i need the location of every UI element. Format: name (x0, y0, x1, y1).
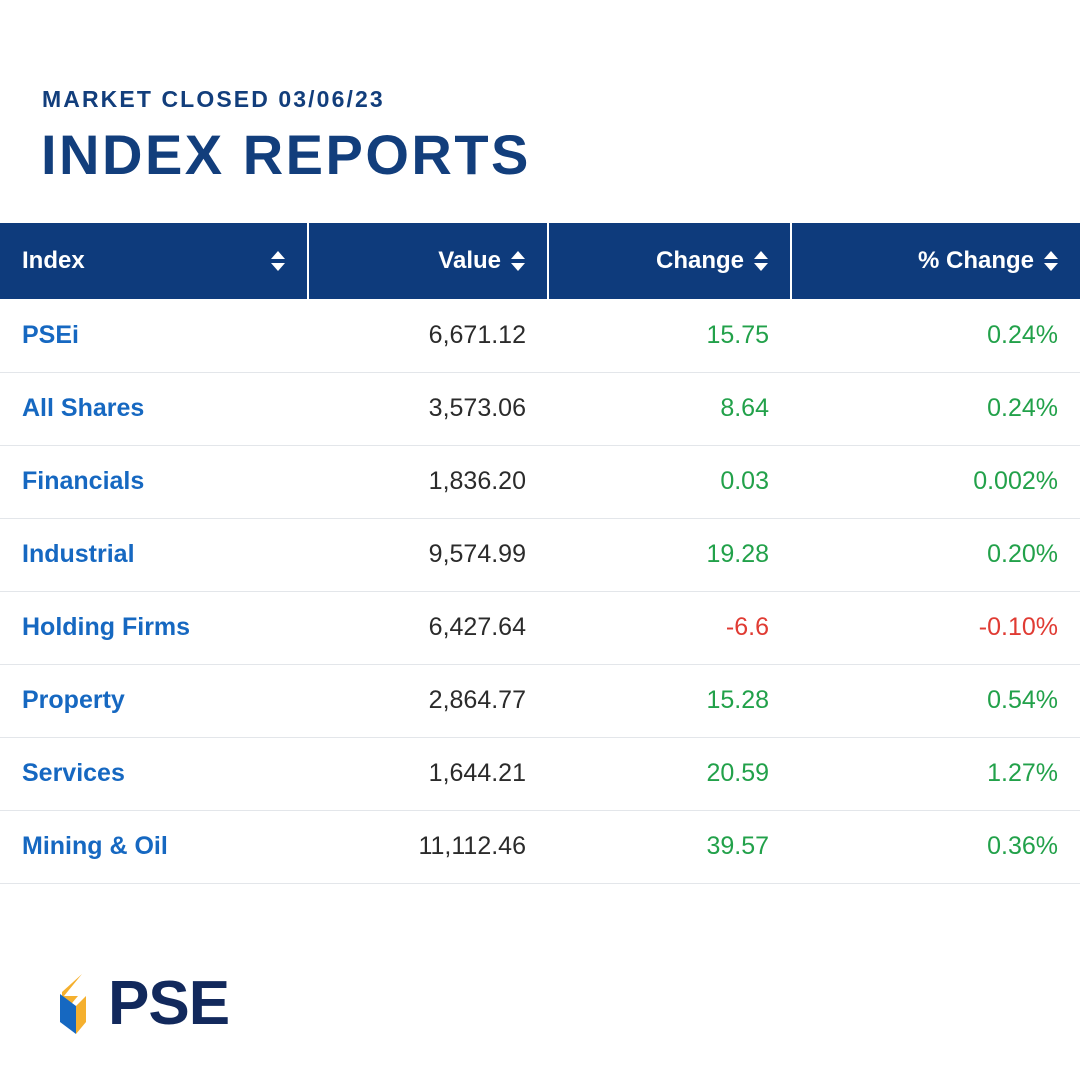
cell-index-name[interactable]: PSEi (0, 299, 308, 372)
cell-value: 6,671.12 (308, 299, 548, 372)
cell-value: 9,574.99 (308, 518, 548, 591)
cell-index-name[interactable]: Property (0, 664, 308, 737)
cell-pct-change: 0.24% (791, 299, 1080, 372)
cell-pct-change: 0.20% (791, 518, 1080, 591)
cell-change: 0.03 (548, 445, 791, 518)
cell-pct-change: 0.002% (791, 445, 1080, 518)
table-row[interactable] (0, 664, 1080, 737)
cell-change: 19.28 (548, 518, 791, 591)
sort-updown-icon[interactable] (754, 250, 768, 272)
cell-pct-change: -0.10% (791, 591, 1080, 664)
footer-logo (52, 969, 230, 1038)
column-header-pct-change-label: % Change (917, 247, 1034, 274)
column-header-change-label: Change (655, 247, 744, 274)
table-body (0, 299, 1080, 883)
pse-logo-text: PSE (108, 969, 230, 1038)
table-header (0, 223, 1080, 299)
cell-index-name[interactable]: All Shares (0, 372, 308, 445)
cell-change: -6.6 (548, 591, 791, 664)
column-header-value-label: Value (438, 247, 501, 274)
sort-updown-icon[interactable] (1044, 250, 1058, 272)
cell-change: 39.57 (548, 810, 791, 883)
cell-change: 8.64 (548, 372, 791, 445)
column-header-index[interactable] (0, 223, 308, 299)
column-header-change[interactable] (548, 223, 791, 299)
cell-index-name[interactable]: Financials (0, 445, 308, 518)
table-row[interactable] (0, 737, 1080, 810)
table-header-row (0, 223, 1080, 299)
index-table (0, 223, 1080, 884)
sort-updown-icon[interactable] (511, 250, 525, 272)
cell-pct-change: 0.24% (791, 372, 1080, 445)
table-row[interactable] (0, 445, 1080, 518)
sort-updown-icon[interactable] (271, 250, 285, 272)
cell-index-name[interactable]: Holding Firms (0, 591, 308, 664)
table-row[interactable] (0, 372, 1080, 445)
cell-value: 1,644.21 (308, 737, 548, 810)
cell-value: 1,836.20 (308, 445, 548, 518)
index-table-wrapper (0, 223, 1080, 884)
cell-pct-change: 0.36% (791, 810, 1080, 883)
cell-index-name[interactable]: Services (0, 737, 308, 810)
cell-value: 11,112.46 (308, 810, 548, 883)
cell-value: 6,427.64 (308, 591, 548, 664)
cell-index-name[interactable]: Industrial (0, 518, 308, 591)
cell-pct-change: 1.27% (791, 737, 1080, 810)
column-header-pct-change[interactable] (791, 223, 1080, 299)
column-header-index-label: Index (22, 247, 85, 274)
page-header (0, 0, 1080, 186)
page-title: INDEX REPORTS (41, 123, 531, 186)
cell-change: 15.28 (548, 664, 791, 737)
table-row[interactable] (0, 299, 1080, 372)
column-header-value[interactable] (308, 223, 548, 299)
table-row[interactable] (0, 810, 1080, 883)
table-row[interactable] (0, 591, 1080, 664)
pse-logo-icon (52, 972, 98, 1036)
market-status-label: MARKET CLOSED 03/06/23 (42, 86, 385, 112)
cell-change: 15.75 (548, 299, 791, 372)
cell-index-name[interactable]: Mining & Oil (0, 810, 308, 883)
cell-value: 2,864.77 (308, 664, 548, 737)
cell-value: 3,573.06 (308, 372, 548, 445)
table-row[interactable] (0, 518, 1080, 591)
cell-pct-change: 0.54% (791, 664, 1080, 737)
cell-change: 20.59 (548, 737, 791, 810)
